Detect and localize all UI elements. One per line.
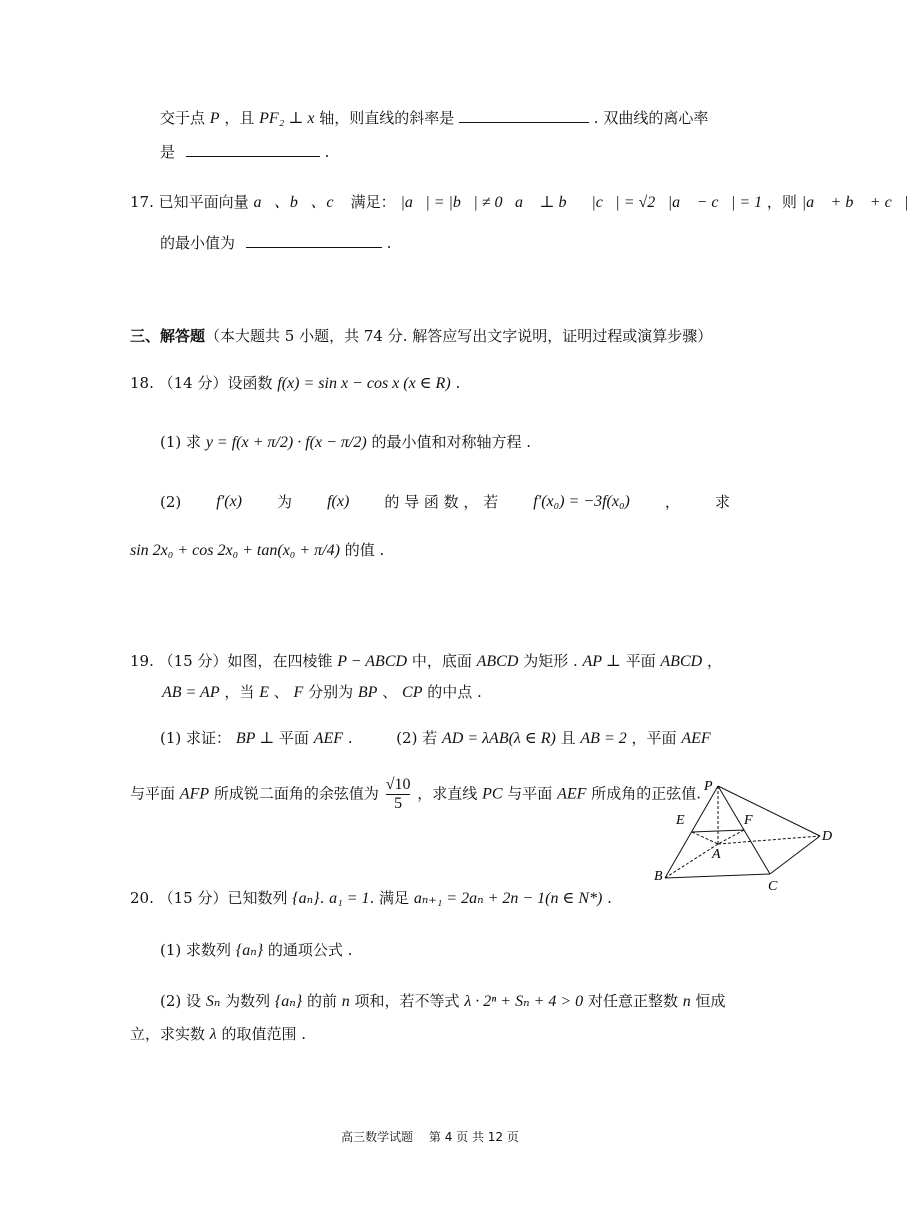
q19-text: 的中点 .: [427, 683, 482, 701]
q19-math: AEF: [557, 785, 587, 803]
q19-text: 求证：: [186, 729, 232, 747]
q19-math: AB = 2: [580, 730, 627, 747]
section-title: 三、解答题: [130, 327, 206, 345]
q16-text: 轴，则直线的斜率是: [319, 109, 455, 127]
q18-text: 的 导 函 数 ， 若: [384, 493, 499, 511]
edge-ad: [718, 836, 820, 844]
q18-condition: f′(x₀) = −3f(x₀): [533, 493, 630, 510]
q20-text: .: [319, 889, 325, 907]
label-e: E: [676, 813, 685, 828]
q19-line4: [130, 776, 701, 813]
q19-math: AP ⊥: [582, 653, 621, 670]
edge-bc: [665, 874, 770, 878]
q20-math: Sₙ: [205, 993, 221, 1010]
q17-line1: [130, 192, 909, 213]
answer-blank-slope[interactable]: [459, 106, 589, 123]
q16-line2: [160, 140, 329, 162]
q19-text: 与平面: [507, 784, 553, 803]
part-tag: (2): [396, 729, 418, 747]
q17-vectors: a⃗、b⃗、c⃗: [253, 194, 346, 211]
q17-text: ，则: [766, 193, 797, 211]
label-c: C: [768, 879, 778, 894]
q19-math: P − ABCD: [337, 653, 408, 670]
q17-conditions: |a⃗| = |b⃗| ≠ 0，a⃗ ⊥ b⃗，|c⃗| = √2，|a⃗ − c⃗| = 1: [400, 194, 763, 211]
q19-text: 所成角的正弦值.: [591, 784, 701, 803]
fraction: [386, 776, 411, 813]
q19-line2: [162, 682, 482, 703]
part-tag: (1): [160, 729, 182, 747]
q19-math: AEF: [681, 730, 711, 747]
page-footer: 高三数学试题 第 4 页 共 12 页: [341, 1130, 519, 1144]
q19-text: 中，底面: [411, 652, 472, 670]
q18-text: .: [455, 374, 461, 392]
question-number: 20.: [130, 889, 154, 907]
q20-text: 求数列: [186, 941, 232, 959]
q20-math: a₁ = 1: [329, 890, 370, 907]
q19-line1: [130, 651, 722, 672]
fraction-numerator: √10: [385, 776, 411, 793]
label-p: P: [704, 779, 713, 794]
q20-text: 项和，若不等式: [354, 992, 460, 1010]
q18-fx: f(x): [327, 493, 350, 510]
q18-text: 求: [714, 493, 730, 511]
q19-math: F: [293, 684, 304, 701]
q18-function: f(x) = sin x − cos x (x ∈ R): [277, 375, 451, 392]
question-number: 17.: [130, 193, 154, 211]
edge-ba: [665, 844, 718, 878]
q20-part2: [160, 991, 726, 1012]
q18-part2: [160, 492, 730, 512]
q18-expression: sin 2x₀ + cos 2x₀ + tan(x₀ + π/4): [130, 542, 340, 559]
q20-line1: [130, 888, 612, 909]
q19-text: 若: [422, 729, 438, 747]
q18-part2-line2: [130, 540, 384, 561]
pyramid-figure: [640, 778, 840, 894]
q20-text: . 满足: [369, 889, 410, 907]
q18-text: 的值 .: [344, 541, 385, 559]
part-tag: (1): [160, 433, 182, 451]
q19-text: .: [347, 729, 353, 747]
q19-math: BP ⊥: [235, 730, 275, 747]
q20-text: 恒成: [695, 992, 726, 1010]
q17-text: .: [386, 234, 392, 252]
q18-line1: [130, 373, 460, 394]
fraction-denominator: 5: [394, 795, 403, 812]
q19-text: 、: [273, 683, 289, 701]
q20-math: {aₙ}: [292, 890, 320, 907]
q19-math: AFP: [179, 785, 210, 803]
part-tag: (2): [160, 493, 182, 511]
q20-part1: [160, 940, 352, 961]
q19-math: PC: [482, 785, 503, 803]
q17-text: 的最小值为: [160, 234, 236, 252]
q16-text: . 双曲线的离心率: [593, 109, 709, 127]
q18-text: 求: [186, 433, 202, 451]
q19-math: ABCD: [476, 653, 519, 670]
q18-part1: [160, 432, 531, 453]
q19-text: ，当: [224, 683, 255, 701]
section-desc: （本大题共 5 小题，共 74 分. 解答应写出文字说明，证明过程或演算步骤）: [205, 327, 713, 345]
part-tag: (1): [160, 941, 182, 959]
q16-condition: PF₂ ⊥ x: [259, 110, 315, 127]
q17-line2: [160, 231, 391, 253]
q19-text: 平面: [625, 652, 656, 670]
q18-text: 为: [277, 493, 293, 511]
q16-text: 是: [160, 143, 176, 161]
q19-text: ，平面: [631, 729, 677, 747]
q19-math: ABCD: [660, 653, 703, 670]
q19-line3: [160, 728, 711, 749]
q20-text: .: [607, 889, 612, 907]
q18-derivative: f′(x): [216, 493, 242, 510]
q19-text: 、: [382, 683, 398, 701]
q20-text: 的通项公式 .: [267, 941, 353, 959]
q20-text: （15 分）已知数列: [158, 889, 288, 907]
label-f: F: [744, 813, 753, 828]
q19-math: CP: [402, 684, 423, 701]
question-number: 18.: [130, 374, 154, 392]
q19-math: AEF: [313, 730, 344, 747]
q19-text: 平面: [278, 729, 309, 747]
q16-line1: [160, 106, 708, 129]
q19-text: 所成锐二面角的余弦值为: [213, 784, 379, 803]
q20-inequality: λ · 2ⁿ + Sₙ + 4 > 0: [464, 993, 584, 1010]
q20-text: 立，求实数: [130, 1025, 206, 1043]
answer-blank-eccentricity[interactable]: [186, 140, 320, 157]
q20-recurrence: aₙ₊₁ = 2aₙ + 2n − 1(n ∈ N*): [413, 890, 603, 907]
q19-text: 为矩形 .: [523, 652, 578, 670]
segment-ea: [692, 832, 718, 844]
answer-blank-min[interactable]: [246, 231, 382, 248]
q20-text: 对任意正整数: [587, 992, 678, 1010]
q20-text: 设: [186, 992, 202, 1010]
q19-math: AD = λAB(λ ∈ R): [442, 730, 556, 747]
q19-text: 分别为: [308, 683, 354, 701]
q18-text: 的最小值和对称轴方程 .: [371, 433, 531, 451]
q18-text: ，: [664, 493, 680, 511]
q20-text: 为数列: [225, 992, 271, 1010]
q20-math: {aₙ}: [274, 993, 303, 1010]
q18-expression: y = f(x + π/2) · f(x − π/2): [205, 434, 367, 451]
q19-text: 与平面: [130, 784, 176, 803]
q17-text: 满足：: [350, 193, 396, 211]
q20-math: λ: [209, 1026, 217, 1043]
q16-text: .: [324, 143, 330, 161]
q19-math: E: [259, 684, 269, 701]
q16-text: ，且: [224, 109, 255, 127]
section-heading: [130, 326, 712, 346]
q20-math: n: [341, 993, 350, 1010]
edge-cd: [770, 836, 820, 874]
part-tag: (2): [160, 992, 182, 1010]
q19-math: AB = AP: [162, 684, 220, 701]
q20-text: 的前: [306, 992, 337, 1010]
q19-text: （15 分）如图，在四棱锥: [158, 652, 333, 670]
edge-pb: [665, 786, 718, 878]
q19-text: ，求直线: [417, 784, 478, 803]
q16-text: 交于点: [160, 109, 206, 127]
q17-expression: |a⃗ + b⃗ + c⃗|: [801, 194, 909, 211]
q20-math: n: [682, 993, 691, 1010]
q19-math: BP: [357, 684, 378, 701]
q17-text: 已知平面向量: [158, 193, 249, 211]
q18-text: （14 分）设函数: [158, 374, 273, 392]
q20-math: {aₙ}: [235, 942, 264, 959]
q19-text: ，: [706, 652, 722, 670]
label-d: D: [822, 829, 833, 844]
q16-point: P: [209, 110, 220, 127]
label-b: B: [654, 869, 663, 884]
label-a: A: [712, 847, 721, 862]
question-number: 19.: [130, 652, 154, 670]
q19-text: 且: [560, 729, 576, 747]
q20-text: 的取值范围 .: [221, 1025, 307, 1043]
q20-part2-line2: [130, 1024, 306, 1045]
